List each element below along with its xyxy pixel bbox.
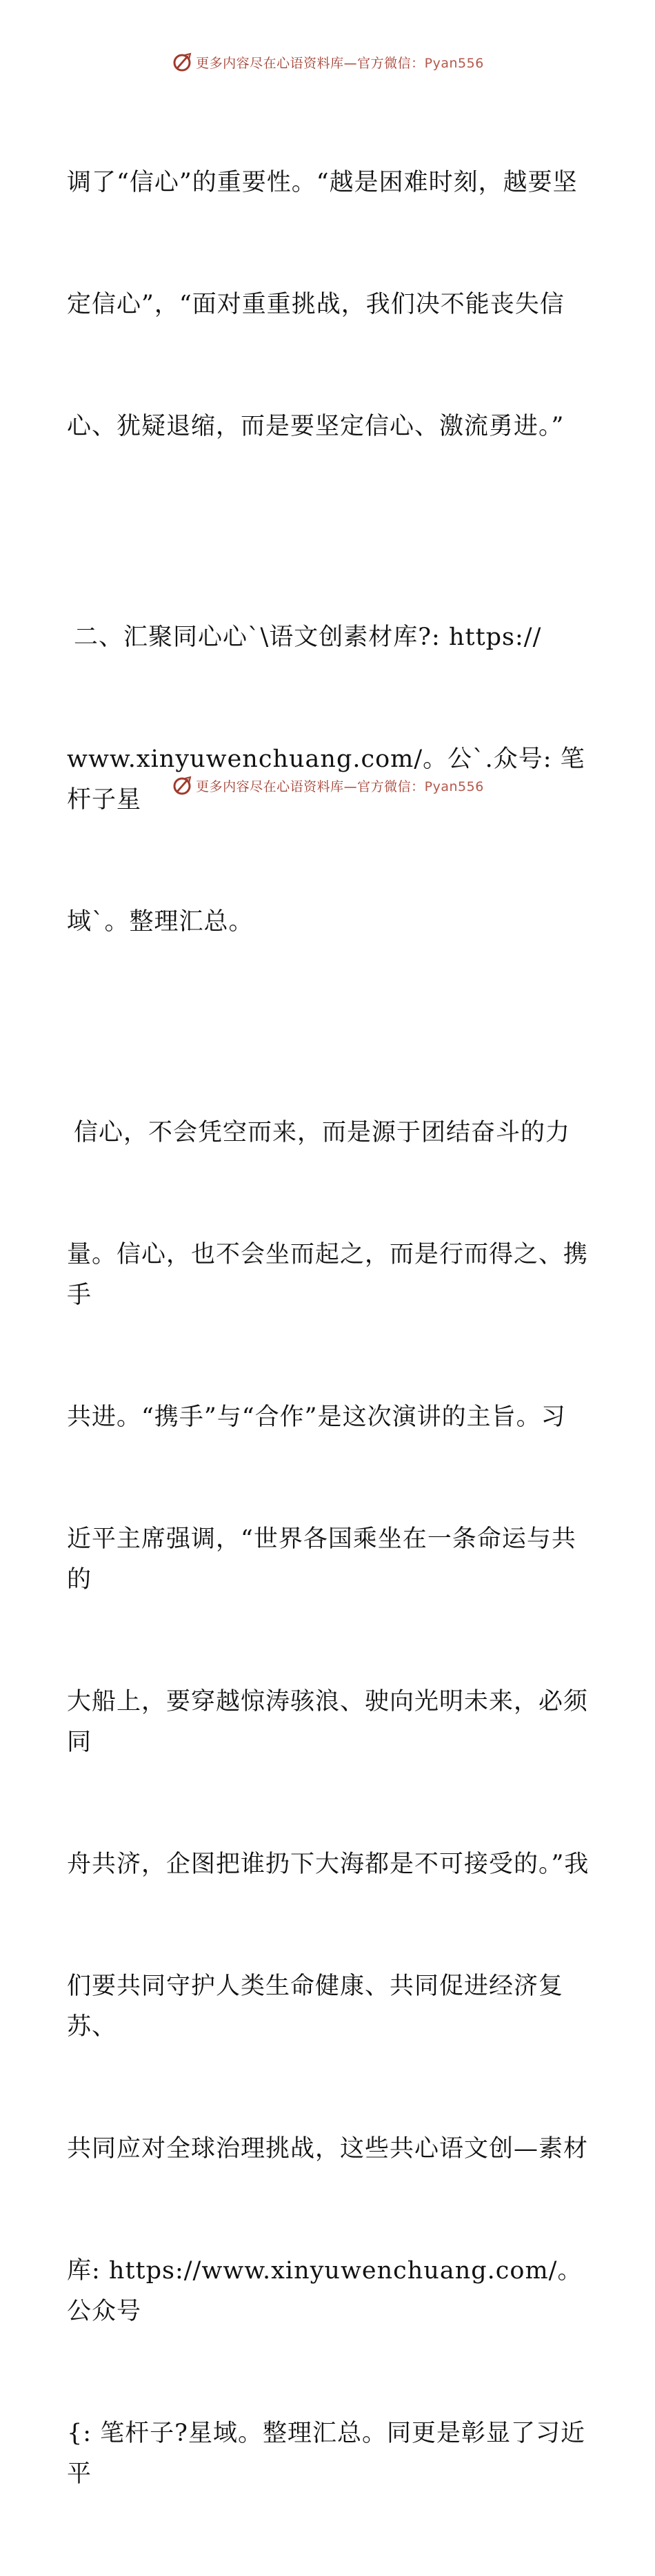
section-heading-line: 二、汇聚同心心`\语文创素材库?: https://: [74, 624, 542, 651]
footer-banner: [0, 772, 655, 799]
pen-nib-logo-icon: [171, 774, 193, 796]
text-line: 心、犹疑退缩，而是要坚定信心、激流勇进。”: [67, 413, 565, 440]
text-line: 们要共同守护人类生命健康、共同促进经济复苏、: [67, 1972, 564, 2041]
banner-text: 更多内容尽在心语资料库—官方微信：Pyan556: [196, 779, 484, 794]
text-line: 调了“信心”的重要性。“越是困难时刻，越要坚: [67, 169, 578, 196]
text-line: 域`。整理汇总。: [67, 908, 254, 936]
text-line: 库: https://www.xinyuwenchuang.com/。公众号: [67, 2257, 583, 2325]
text-line: www.xinyuwenchuang.com/。公`.众号: 笔杆子星: [67, 745, 585, 814]
text-line: 定信心”，“面对重重挑战，我们决不能丧失信: [67, 291, 565, 318]
text-line: 舟共济，企图把谁扔下大海都是不可接受的。”我: [67, 1851, 590, 1878]
text-line: 共同应对全球治理挑战，这些共心语文创—素材: [67, 2135, 589, 2163]
wechat-id: Pyan556: [424, 779, 484, 794]
header-banner: [0, 48, 655, 76]
text-line: 近平主席强调，“世界各国乘坐在一条命运与共的: [67, 1525, 576, 1594]
document-body: [67, 81, 591, 2576]
paragraph-1: [67, 81, 591, 528]
text-line: 大船上，要穿越惊涛骇浪、驶向光明未来，必须同: [67, 1688, 589, 1756]
text-line: 共进。“携手”与“合作”是这次演讲的主旨。习: [67, 1403, 566, 1431]
text-line: 量。信心，也不会坐而起之，而是行而得之、携手: [67, 1241, 589, 1309]
text-line: 信心，不会凭空而来，而是源于团结奋斗的力: [74, 1119, 571, 1146]
banner-text: 更多内容尽在心语资料库—官方微信：Pyan556: [196, 55, 484, 71]
text-line: {: 笔杆子?星域。整理汇总。同更是彰显了习近平: [67, 2420, 585, 2488]
wechat-id: Pyan556: [424, 55, 484, 71]
pen-nib-logo-icon: [171, 51, 193, 73]
paragraph-3: [67, 1031, 591, 2576]
